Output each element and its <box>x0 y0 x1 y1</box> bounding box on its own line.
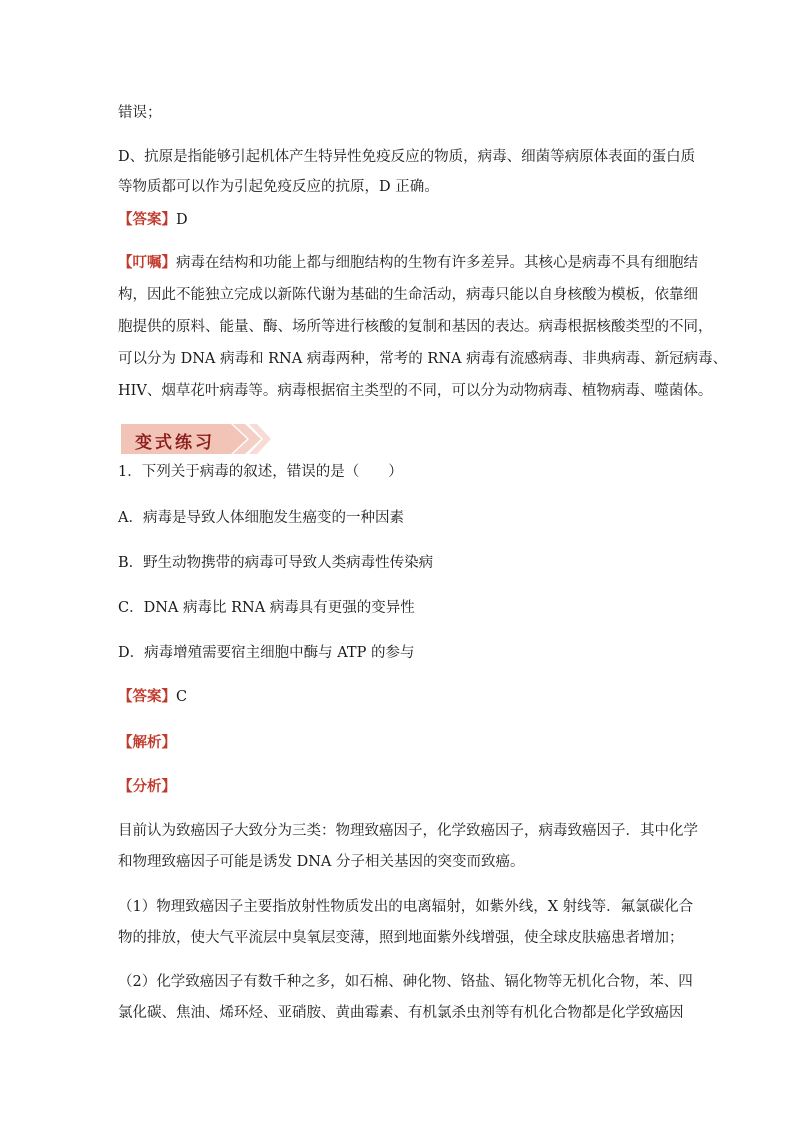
answer-line <box>118 210 188 230</box>
answer-tag: 【答案】 <box>118 688 176 705</box>
note-tag: 【叮嘱】 <box>118 254 176 271</box>
text-line: （1）物理致癌因子主要指放射性物质发出的电离辐射，如紫外线，X 射线等．氟氯碳化合 <box>118 899 694 915</box>
option-d: D．病毒增殖需要宿主细胞中酶与 ATP 的参与 <box>118 645 415 661</box>
answer-value: D <box>176 212 188 228</box>
answer-line <box>118 687 187 707</box>
answer-value: C <box>176 689 188 705</box>
text-line: 构，因此不能独立完成以新陈代谢为基础的生命活动，病毒只能以自身核酸为模板，依靠细 <box>118 287 698 303</box>
section-banner <box>121 422 271 456</box>
text-line: 可以分为 DNA 病毒和 RNA 病毒两种，常考的 RNA 病毒有流感病毒、非典病毒、新冠病毒、 <box>118 351 728 367</box>
text-line: 错误； <box>118 105 162 121</box>
text-line: 和物理致癌因子可能是诱发 DNA 分子相关基因的突变而致癌。 <box>118 854 525 870</box>
note-text: 病毒在结构和功能上都与细胞结构的生物有许多差异。其核心是病毒不具有细胞结 <box>176 255 698 271</box>
answer-tag: 【答案】 <box>118 211 176 228</box>
text-line: HIV、烟草花叶病毒等。病毒根据宿主类型的不同，可以分为动物病毒、植物病毒、噬菌体。 <box>118 383 713 399</box>
fenxi-tag: 【分析】 <box>118 778 176 795</box>
text-line: （2）化学致癌因子有数千种之多，如石棉、砷化物、铬盐、镉化物等无机化合物，苯、四 <box>118 974 693 990</box>
text-line: 物的排放，使大气平流层中臭氧层变薄，照到地面紫外线增强，使全球皮肤癌患者增加； <box>118 930 684 946</box>
option-c: C．DNA 病毒比 RNA 病毒具有更强的变异性 <box>118 600 415 616</box>
analysis-tag: 【解析】 <box>118 734 176 751</box>
banner-title: 变式练习 <box>135 433 215 453</box>
text-line: 等物质都可以作为引起免疫反应的抗原，D 正确。 <box>118 179 439 195</box>
option-a: A．病毒是导致人体细胞发生癌变的一种因素 <box>118 510 404 526</box>
note-line <box>118 253 698 273</box>
text-line: D、抗原是指能够引起机体产生特异性免疫反应的物质，病毒、细菌等病原体表面的蛋白质 <box>118 149 696 165</box>
question-stem: 1．下列关于病毒的叙述，错误的是（ ） <box>118 464 403 480</box>
text-line: 氯化碳、焦油、烯环烃、亚硝胺、黄曲霉素、有机氯杀虫剂等有机化合物都是化学致癌因 <box>118 1005 684 1021</box>
option-b: B．野生动物携带的病毒可导致人类病毒性传染病 <box>118 555 434 571</box>
text-line: 胞提供的原料、能量、酶、场所等进行核酸的复制和基因的表达。病毒根据核酸类型的不同， <box>118 319 713 335</box>
text-line: 目前认为致癌因子大致分为三类：物理致癌因子，化学致癌因子，病毒致癌因子．其中化学 <box>118 823 698 839</box>
